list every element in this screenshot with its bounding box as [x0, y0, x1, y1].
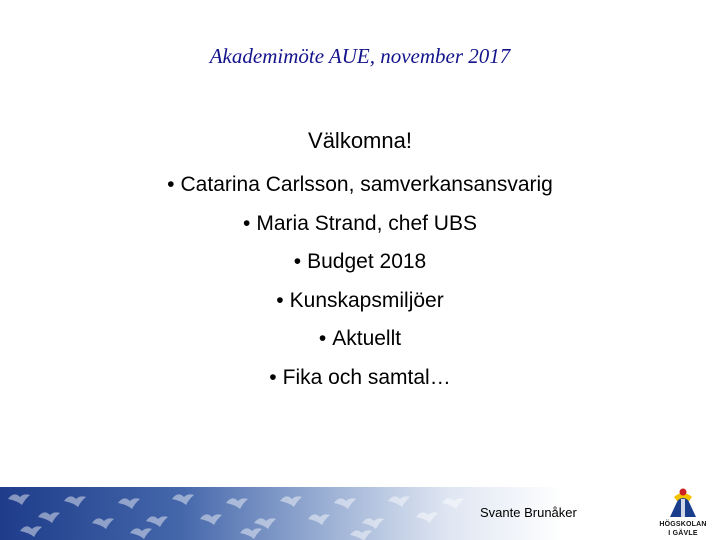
bullet-icon: • [243, 211, 251, 235]
welcome-heading: Välkomna! [308, 128, 412, 153]
agenda-list [0, 166, 720, 397]
agenda-item-text: Budget 2018 [307, 250, 427, 273]
agenda-item [0, 320, 720, 359]
agenda-item [0, 166, 720, 205]
agenda-item-text: Maria Strand, chef UBS [256, 211, 477, 235]
bullet-icon: • [167, 173, 175, 196]
author-name: Svante Brunåker [480, 505, 577, 520]
agenda-item [0, 282, 720, 321]
university-logo [652, 485, 714, 539]
agenda-item [0, 205, 720, 244]
agenda-item-text: Fika och samtal… [282, 365, 451, 389]
bullet-icon: • [318, 327, 327, 350]
logo-figure-icon [652, 485, 714, 521]
agenda-item [0, 359, 720, 398]
bullet-icon: • [293, 250, 302, 273]
slide-title: Akademimöte AUE, november 2017 [209, 44, 511, 68]
agenda-item-text: Catarina Carlsson, samverkansansvarig [180, 173, 553, 196]
bullet-icon: • [276, 288, 284, 312]
bullet-icon: • [269, 365, 277, 389]
agenda-item-text: Aktuellt [332, 327, 402, 350]
logo-text-line2: I GÄVLE [668, 530, 698, 537]
agenda-item [0, 243, 720, 282]
agenda-item-text: Kunskapsmiljöer [289, 288, 444, 312]
logo-text-line1: HÖGSKOLAN [659, 521, 707, 528]
